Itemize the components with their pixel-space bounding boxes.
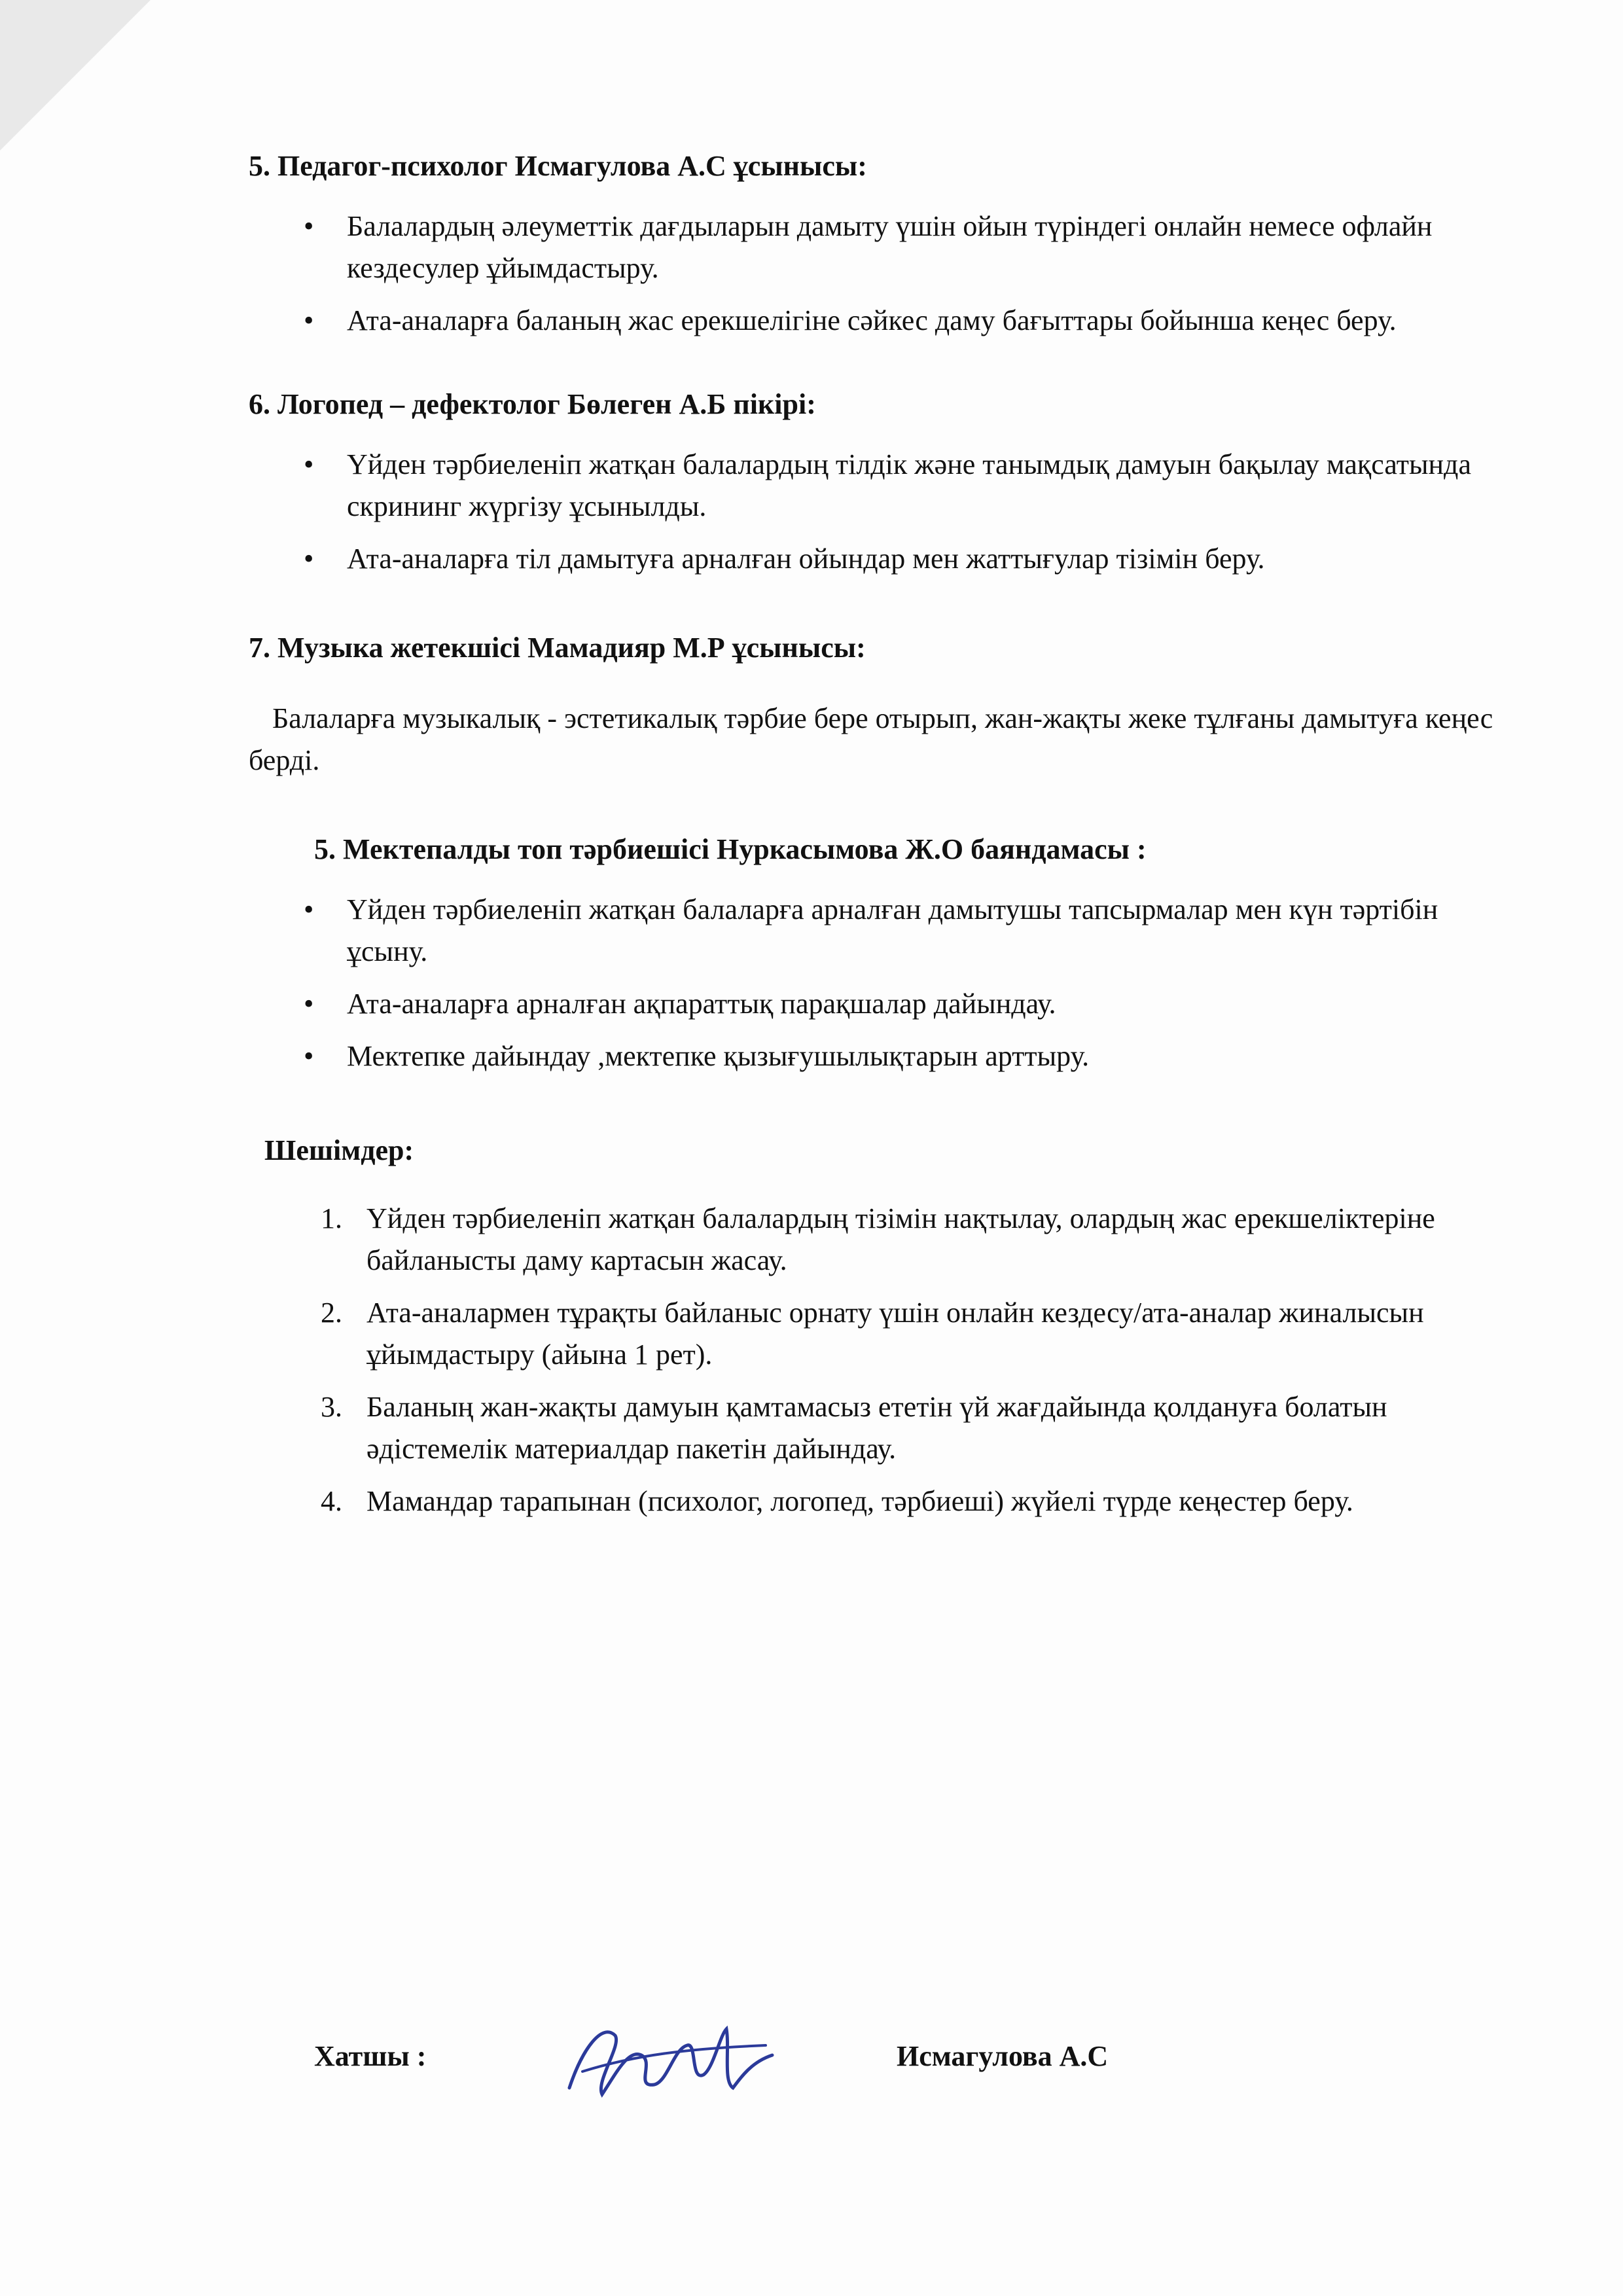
- decision-number: 2.: [321, 1297, 342, 1329]
- list-item: • Үйден тәрбиеленіп жатқан балалардың тілдік және танымдық дамуын бақылау мақсатында скрининг жүргізу ұсынылды.: [249, 444, 1518, 528]
- section-5-list: [249, 206, 1518, 342]
- decision-number: 3.: [321, 1391, 342, 1423]
- decision-text: Ата-аналармен тұрақты байланыс орнату үшін онлайн кездесу/ата-аналар жиналысын ұйымдастыру (айына 1 рет).: [366, 1297, 1424, 1371]
- handwritten-signature: [556, 2009, 779, 2108]
- decision-text: Баланың жан-жақты дамуын қамтамасыз ететін үй жағдайында қолдануға болатын әдістемелік материалдар пакетін дайындау.: [366, 1391, 1387, 1465]
- decision-item: [249, 1480, 1492, 1522]
- list-item: • Балалардың әлеуметтік дағдыларын дамыту үшін ойын түріндегі онлайн немесе офлайн кездесулер ұйымдастыру.: [249, 206, 1518, 289]
- decision-item: [249, 1292, 1492, 1376]
- section-7-text: Балаларға музыкалық - эстетикалық тәрбие бере отырып, жан-жақты жеке тұлғаны дамытуға кеңес берді.: [249, 702, 1493, 776]
- decision-item: [249, 1198, 1492, 1282]
- decisions-heading: Шешімдер:: [264, 1134, 414, 1166]
- list-item: • Мектепке дайындау ,мектепке қызығушылықтарын арттыру.: [249, 1035, 1518, 1077]
- list-item: • Ата-аналарға арналған ақпараттық парақшалар дайындау.: [249, 983, 1518, 1025]
- section-5-heading: 5. Педагог-психолог Исмагулова А.С ұсынысы:: [249, 150, 867, 182]
- list-item: • Ата-аналарға тіл дамытуға арналған ойындар мен жаттығулар тізімін беру.: [249, 538, 1518, 580]
- document-body: [249, 137, 1518, 2072]
- section-5b-list: [249, 889, 1518, 1077]
- section-5b-heading: 5. Мектепалды топ тәрбиешісі Нуркасымова Ж.О баяндамасы :: [314, 833, 1147, 865]
- secretary-label: Хатшы :: [314, 2040, 427, 2072]
- folded-corner: [0, 0, 151, 151]
- section-7-heading: 7. Музыка жетекшісі Мамадияр М.Р ұсынысы:: [249, 632, 866, 664]
- decision-text: Мамандар тарапынан (психолог, логопед, тәрбиеші) жүйелі түрде кеңестер беру.: [366, 1485, 1353, 1517]
- decision-text: Үйден тәрбиеленіп жатқан балалардың тізімін нақтылау, олардың жас ерекшеліктеріне байланысты даму картасын жасау.: [366, 1202, 1435, 1276]
- section-6-list: [249, 444, 1518, 580]
- list-item: • Үйден тәрбиеленіп жатқан балаларға арналған дамытушы тапсырмалар мен күн тәртібін ұсыну.: [249, 889, 1518, 973]
- secretary-name: Исмагулова А.С: [897, 2040, 1109, 2072]
- decisions-list: [249, 1198, 1518, 1522]
- list-item: • Ата-аналарға баланың жас ерекшелігіне сәйкес даму бағыттары бойынша кеңес беру.: [249, 300, 1518, 342]
- decision-item: [249, 1386, 1492, 1470]
- signature-block: [249, 2009, 1518, 2101]
- decision-number: 1.: [321, 1202, 342, 1234]
- section-6-heading: 6. Логопед – дефектолог Бөлеген А.Б пікірі:: [249, 388, 816, 420]
- decision-number: 4.: [321, 1485, 342, 1517]
